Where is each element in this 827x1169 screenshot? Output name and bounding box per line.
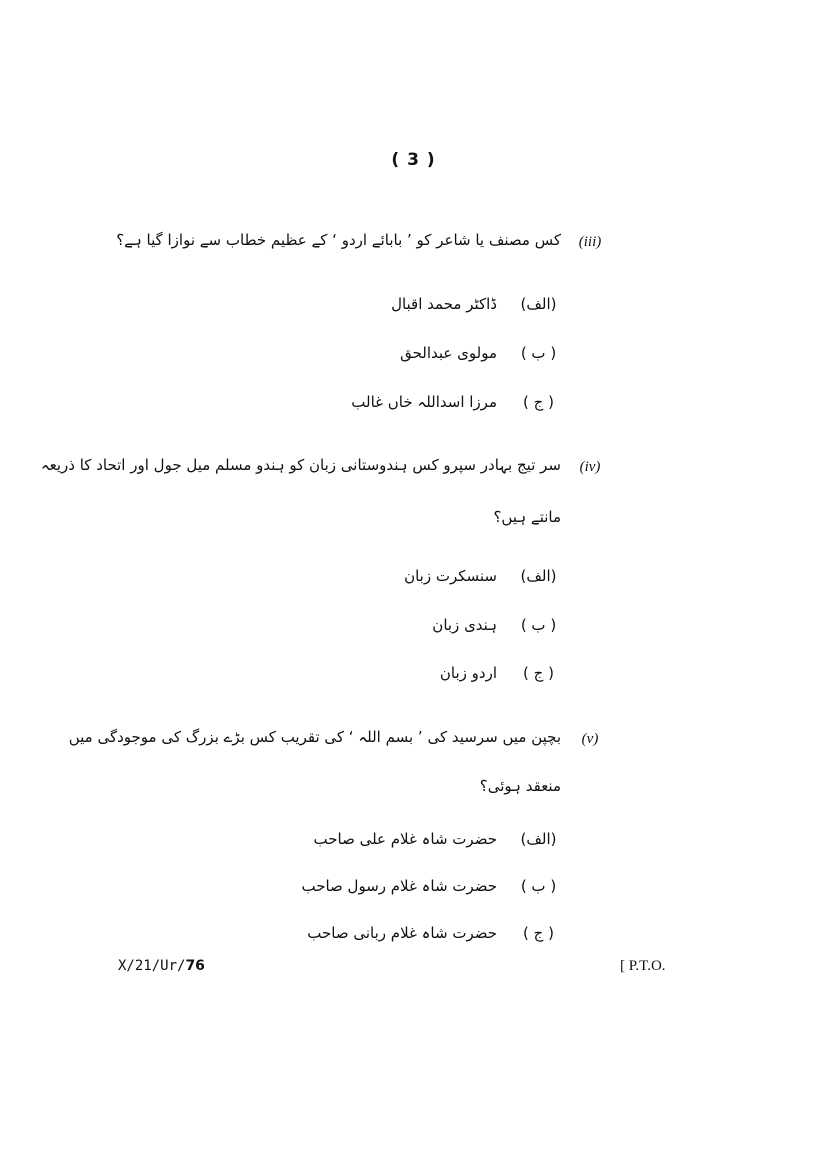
option-label: ( ج ) — [523, 924, 554, 942]
paper-code — [118, 958, 205, 974]
option-label: ( ج ) — [523, 664, 554, 682]
option-text: سنسکرت زبان — [404, 567, 497, 585]
paper-code-number: 76 — [185, 958, 205, 974]
option-text: ڈاکٹر محمد اقبال — [391, 295, 497, 313]
option-text: ہندی زبان — [432, 616, 497, 634]
option-text: اردو زبان — [439, 664, 497, 682]
pto-marker: [ P.T.O. — [620, 958, 666, 974]
option-label: ( ب ) — [520, 616, 557, 634]
question-number: (iv) — [579, 459, 601, 475]
option-label: ( ب ) — [520, 877, 557, 895]
option-label: (الف) — [520, 830, 557, 848]
question-number: (v) — [581, 731, 599, 747]
question-text: سر تیج بہادر سپرو کس ہندوستانی زبان کو ہندو مسلم میل جول اور اتحاد کا ذریعہ — [40, 456, 561, 474]
option-text: حضرت شاہ غلام ربانی صاحب — [307, 924, 497, 942]
option-text: حضرت شاہ غلام رسول صاحب — [301, 877, 497, 895]
option-label: ( ج ) — [523, 393, 554, 411]
question-text: بچپن میں سرسید کی ’ بسم اللہ ‘ کی تقریب کس بڑے بزرگ کی موجودگی میں — [68, 728, 561, 746]
option-label: ( ب ) — [520, 344, 557, 362]
option-text: مولوی عبدالحق — [400, 344, 497, 362]
option-text: حضرت شاہ غلام علی صاحب — [313, 830, 497, 848]
page-number: ( 3 ) — [391, 150, 436, 170]
option-label: (الف) — [520, 295, 557, 313]
question-text: منعقد ہوئی؟ — [479, 777, 561, 795]
question-number: (iii) — [578, 234, 602, 250]
option-text: مرزا اسداللہ خاں غالب — [351, 393, 497, 411]
paper-code-prefix: X/21/Ur/ — [118, 958, 186, 974]
question-text: مانتے ہیں؟ — [493, 508, 561, 526]
option-label: (الف) — [520, 567, 557, 585]
question-text: کس مصنف یا شاعر کو ’ بابائے اردو ‘ کے عظیم خطاب سے نوازا گیا ہے؟ — [116, 231, 561, 249]
